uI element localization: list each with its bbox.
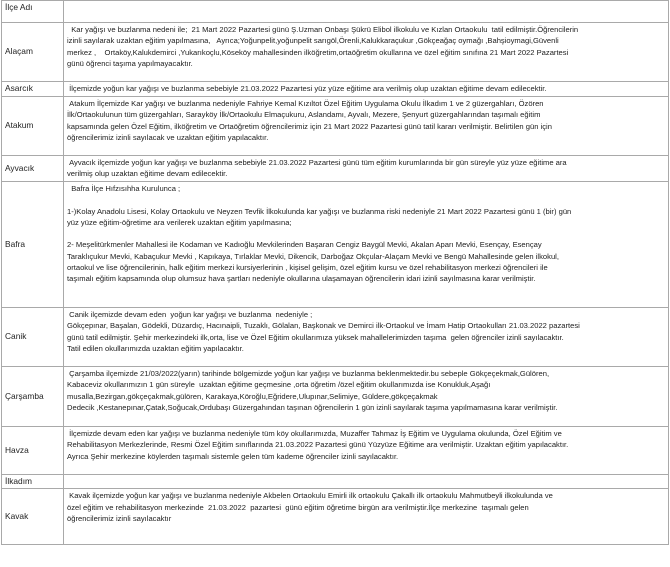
- ilce-name-cell: Asarcık: [2, 82, 64, 97]
- announcement-line: Rehabilitasyon Merkezlerinde, Resmi Özel Eğitim sınıflarında 21.03.2022 Pazartesi günü Yüzyüze Eğitime ara verilmiştir. Uzaktan eğitim yapılacaktır.: [67, 440, 569, 450]
- announcement-line: Taraklıçukur Mevki, Kabaçukur Mevki , Kapıkaya, Tırlaklar Mevki, Dikencik, Darboğaz Okçular-Alaçam Mevki ve Bengü Mahallesinde gelen ilkokul,: [67, 251, 559, 261]
- announcement-line: [67, 476, 665, 487]
- announcement-line: özel eğitim ve rehabilitasyon merkezinde 21.03.2022 pazartesi günü eğitim öğretime birgün ara verilmiştir.İlçe merkezine taşımalı gelen: [67, 502, 529, 512]
- announcement-line: verilmiş olup uzaktan eğitime devam edilecektir.: [67, 169, 228, 179]
- table-row: [2, 23, 669, 82]
- announcement-line: merkez , Ortaköy,Kalukdemirci ,Yukarıkoçlu,Köseköy mahallesinden ilköğretim,ortaöğretim okullarına ve özel eğitim sınıfına 21 Mart 2022 Pazartesi: [67, 47, 569, 57]
- table-row: [2, 489, 669, 545]
- announcement-line: ortaokul ve lise öğrencilerinin, halk eğitim merkezi kursiyerlerinin , kişisel gelişim, özel eğitim kursu ve özel rehabilitasyon merkezi öğrencileri ile: [67, 263, 548, 273]
- announcement-text-cell: [64, 367, 669, 427]
- announcement-text-cell: [64, 182, 669, 308]
- announcement-line: İlçemizde devam eden kar yağışı ve buzlanma nedeniyle tüm köy okullarımızda, Muzaffer Tahmaz İş Eğitim ve Uygulama okulunda, Özel Eğitim ve: [67, 429, 562, 438]
- announcement-text-cell: [64, 489, 669, 545]
- announcement-line: yüz yüze eğitim-öğretime ara verilerek uzaktan eğitim yapılmasına;: [67, 217, 292, 227]
- announcement-line: İlk/Ortaokulunun tüm güzergahları, Sarayköy İlk/Ortaokulu Elmaçukuru, Aslandamı, Ayvalı, Mezere, Şenyurt güzergahlarından taşımalı eğitim: [67, 110, 541, 120]
- announcement-line: Ayrıca Şehir merkezine köylerden taşımalı sistemle gelen tüm kademe öğrenciler izinli sayılacaktır.: [67, 451, 399, 461]
- announcement-line: musalla,Bezirgan,gökçeçakmak,gülören, Karakaya,Köroğlu,Eğridere,Ulupınar,Selimiye, Güldere,gökçeçakmak: [67, 391, 438, 401]
- announcement-line: [67, 228, 665, 239]
- table-row: [2, 367, 669, 427]
- announcement-line: Tatil edilen okullarımızda uzaktan eğitim yapılacaktır.: [67, 343, 244, 353]
- announcement-text-cell: [64, 308, 669, 367]
- announcement-line: [67, 194, 665, 205]
- announcement-line: 1-)Kolay Anadolu Lisesi, Kolay Ortaokulu ve Neyzen Tevfik İlkokulunda kar yağışı ve buzlanma riski nedeniyle 21 Mart 2022 Pazartesi günü 1 (bir) gün: [67, 206, 572, 216]
- announcement-text-cell: [64, 475, 669, 489]
- announcement-line: Canik ilçemizde devam eden yoğun kar yağışı ve buzlanma nedeniyle ;: [67, 310, 313, 319]
- announcement-line: öğrencilerimiz izinli sayılacaktır: [67, 513, 172, 523]
- table-row: [2, 97, 669, 156]
- ilce-name-cell: İlkadım: [2, 475, 64, 489]
- announcement-line: Atakum İlçemizde Kar yağışı ve buzlanma nedeniyle Fahriye Kemal Kızıltot Özel Eğitim Uygulama Okulu İlkadım 1 ve 2 güzergahları, Özören: [67, 99, 544, 108]
- ilce-name-cell: Atakum: [2, 97, 64, 156]
- table-row: [2, 156, 669, 182]
- announcement-line: kapsamında gelen Özel Eğitim, ilköğretim ve Ortaöğretim öğrencilerimiz için 21 Mart 2022 Pazartesi günü tatil kararı verilmiştir. Belirtilen gün için: [67, 121, 552, 131]
- announcement-text-cell: [64, 23, 669, 82]
- announcement-line: günü tatil edilmiştir. Şehir merkezindeki ilk,orta, lise ve Özel Eğitim okullarımıza yüksek mahallelerimizden taşıma gelen öğrenciler izinli sayılacaktır.: [67, 332, 564, 342]
- announcement-line: günü öğrenci taşıma yapılmayacaktır.: [67, 58, 193, 68]
- table-row: [2, 475, 669, 489]
- announcement-line: izinli sayılarak uzaktan eğitim yapılmasına, Ayrıca;Yoğunpelit,yoğunpelit sarıgöl,Örenli,Kalukkaraçukur ,Gökçeağaç oymağı ,Bahşioymagi,Güvenli: [67, 36, 559, 46]
- announcement-text-cell: [64, 82, 669, 97]
- table-row: [2, 182, 669, 308]
- header-row: [2, 1, 669, 23]
- header-desc-cell: [64, 1, 669, 23]
- table-row: [2, 82, 669, 97]
- table-row: [2, 308, 669, 367]
- announcement-line: Gökçepınar, Başalan, Gödekli, Düzardıç, Hacınaipli, Tuzaklı, Gölalan, Başkonak ve Demirci ilk-Ortaokul ve İmam Hatip Ortaokulları 21.03.2022 pazartesi: [67, 321, 580, 331]
- announcement-line: Kar yağışı ve buzlanma nedeni ile; 21 Mart 2022 Pazartesi günü Ş.Uzman Onbaşı Şükrü Elibol ilkokulu ve Kızlan Ortaokulu tatil edilmiştir.Öğrencilerin: [67, 25, 579, 34]
- announcement-line: 2- Meşelitürkmenler Mahallesi ile Kodaman ve Kadıoğlu Mevkilerinden Başaran Cengiz Baygül Mevki, Akalan Aparı Mevki, Esençay, Esençay: [67, 240, 542, 250]
- announcement-line: Kavak ilçemizde yoğun kar yağışı ve buzlanma nedeniyle Akbelen Ortaokulu Emirli ilk ortaokulu Çakallı ilk ortaokulu Mahmutbeyli ilkokulunda ve: [67, 491, 553, 501]
- announcement-line: Çarşamba ilçemizde 21/03/2022(yarın) tarihinde bölgemizde yoğun kar yağışı ve buzlanma beklenmektedir.bu sebeple Gökçeçekmak,Gülören,: [67, 369, 550, 378]
- ilce-name-cell: Canik: [2, 308, 64, 367]
- header-ilce-cell: İlçe Adı: [2, 1, 64, 23]
- ilce-name-cell: Havza: [2, 427, 64, 475]
- announcement-line: Dedecik ,Kestanepınar,Çatak,Soğucak,Ordubaşı Güzergahından taşınan öğrencilerin 1 gün izinli sayılarak taşıma yapılmamasına karar verilmiştir.: [67, 402, 558, 412]
- announcement-line: taşımalı eğitim kapsamında olup olumsuz hava şartları nedeniyle okullarına ulaşamayan öğrencilerin idari izinli sayılmasına karar verilmiştir.: [67, 274, 536, 284]
- ilce-name-cell: Bafra: [2, 182, 64, 308]
- announcement-line: Ayvacık ilçemizde yoğun kar yağışı ve buzlanma sebebiyle 21.03.2022 Pazartesi günü tüm eğitim kurumlarında bir gün süreyle yüz yüze eğitime ara: [67, 158, 567, 167]
- announcement-line: Bafra İlçe Hıfzısıhha Kurulunca ;: [67, 184, 181, 193]
- ilce-name-cell: Ayvacık: [2, 156, 64, 182]
- announcement-text-cell: [64, 156, 669, 182]
- announcement-table: [1, 0, 669, 545]
- announcement-line: öğrencilerimiz izinli sayılacak ve uzaktan eğitim yapılacaktır.: [67, 132, 269, 142]
- announcement-line: Kabaceviz okullarımızın 1 gün süreyle uzaktan eğitime geçmesine ,orta öğretim /özel eğitim okullarımızda ise Konukluk,Aşağı: [67, 380, 491, 390]
- announcement-text-cell: [64, 427, 669, 475]
- ilce-name-cell: Çarşamba: [2, 367, 64, 427]
- announcement-line: İlçemizde yoğun kar yağışı ve buzlanma sebebiyle 21.03.2022 Pazartesi yüz yüze eğitime ara verilmiş olup uzaktan eğitime devam edilecektir.: [67, 84, 547, 93]
- ilce-name-cell: Kavak: [2, 489, 64, 545]
- announcement-text-cell: [64, 97, 669, 156]
- table-row: [2, 427, 669, 475]
- ilce-name-cell: Alaçam: [2, 23, 64, 82]
